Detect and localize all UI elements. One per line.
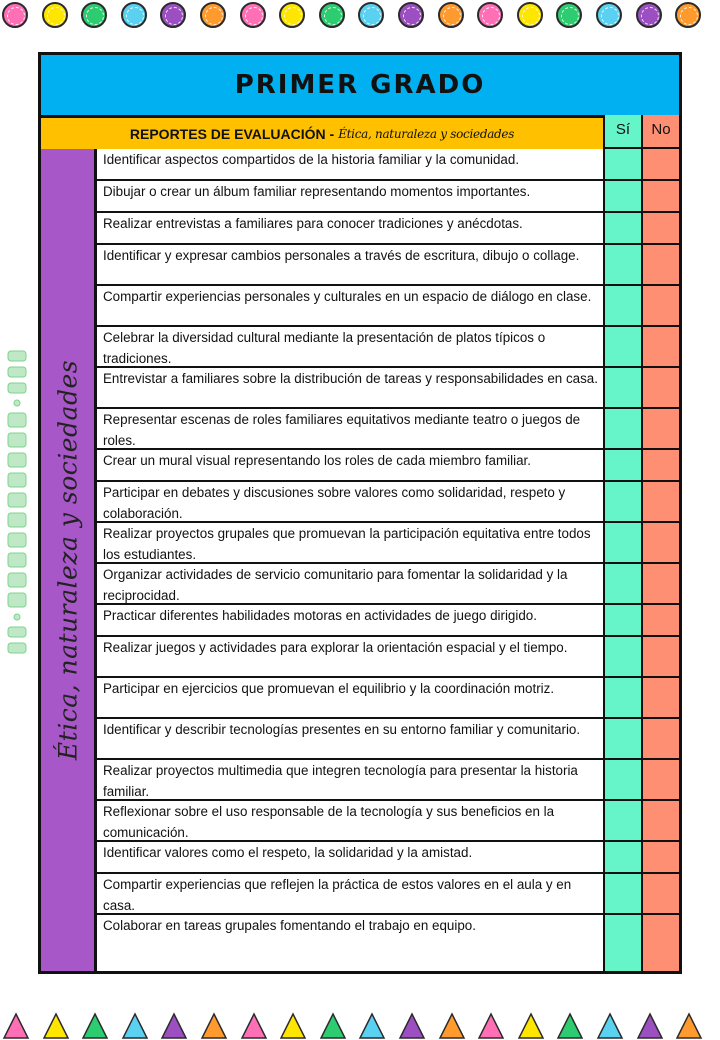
decor-dot [517, 2, 543, 28]
checkbox-si[interactable] [603, 564, 641, 603]
decor-dot [358, 2, 384, 28]
checkbox-si[interactable] [603, 482, 641, 521]
table-row [97, 564, 679, 605]
decor-triangle [279, 1012, 307, 1040]
checkbox-si[interactable] [603, 409, 641, 448]
checkbox-si[interactable] [603, 149, 641, 179]
checkbox-no[interactable] [641, 605, 679, 635]
checkbox-si[interactable] [603, 760, 641, 799]
decor-triangle [477, 1012, 505, 1040]
subject-side-panel [41, 149, 97, 971]
table-row [97, 213, 679, 245]
table-row [97, 450, 679, 482]
decor-triangle [240, 1012, 268, 1040]
bottom-triangle-border [0, 1000, 720, 1040]
website-watermark-logo [2, 345, 32, 665]
checkbox-no[interactable] [641, 915, 679, 971]
checkbox-no[interactable] [641, 482, 679, 521]
criterion-text: Identificar y describir tecnologías presentes en su entorno familiar y comunitario. [97, 719, 603, 758]
decor-triangle [596, 1012, 624, 1040]
checkbox-si[interactable] [603, 523, 641, 562]
checkbox-si[interactable] [603, 368, 641, 407]
decor-triangle [358, 1012, 386, 1040]
table-row [97, 286, 679, 327]
criterion-text: Realizar juegos y actividades para explorar la orientación espacial y el tiempo. [97, 637, 603, 676]
table-row [97, 523, 679, 564]
subject-side-label: Ética, naturaleza y sociedades [53, 359, 82, 761]
top-dot-border [0, 0, 720, 40]
page-title: PRIMER GRADO [41, 55, 679, 118]
decor-triangle [398, 1012, 426, 1040]
column-header-no: No [641, 115, 679, 149]
decor-triangle [438, 1012, 466, 1040]
criterion-text: Entrevistar a familiares sobre la distribución de tareas y responsabilidades en casa. [97, 368, 603, 407]
checkbox-si[interactable] [603, 915, 641, 971]
checkbox-si[interactable] [603, 874, 641, 913]
criterion-text: Realizar proyectos multimedia que integren tecnología para presentar la historia familiar. [97, 760, 603, 799]
checkbox-si[interactable] [603, 605, 641, 635]
checkbox-si[interactable] [603, 450, 641, 480]
decor-triangle [636, 1012, 664, 1040]
evaluation-sheet [38, 52, 682, 974]
criterion-text: Identificar y expresar cambios personales a través de escritura, dibujo o collage. [97, 245, 603, 284]
checkbox-no[interactable] [641, 874, 679, 913]
table-row [97, 245, 679, 286]
table-row [97, 678, 679, 719]
table-row [97, 801, 679, 842]
decor-dot [438, 2, 464, 28]
criterion-text: Crear un mural visual representando los roles de cada miembro familiar. [97, 450, 603, 480]
decor-dot [319, 2, 345, 28]
criterion-text: Colaborar en tareas grupales fomentando el trabajo en equipo. [97, 915, 603, 971]
checkbox-no[interactable] [641, 760, 679, 799]
checkbox-si[interactable] [603, 286, 641, 325]
checkbox-no[interactable] [641, 213, 679, 243]
checkbox-no[interactable] [641, 450, 679, 480]
checkbox-no[interactable] [641, 368, 679, 407]
checkbox-no[interactable] [641, 409, 679, 448]
criterion-text: Dibujar o crear un álbum familiar representando momentos importantes. [97, 181, 603, 211]
decor-triangle [319, 1012, 347, 1040]
decor-dot [596, 2, 622, 28]
table-row [97, 409, 679, 450]
criterion-text: Reflexionar sobre el uso responsable de la tecnología y sus beneficios en la comunicación. [97, 801, 603, 840]
table-row [97, 637, 679, 678]
decor-triangle [556, 1012, 584, 1040]
checkbox-si[interactable] [603, 213, 641, 243]
column-header-si: Sí [603, 115, 641, 149]
criteria-table [97, 149, 679, 971]
criterion-text: Organizar actividades de servicio comunitario para fomentar la solidaridad y la reciprocidad. [97, 564, 603, 603]
checkbox-si[interactable] [603, 801, 641, 840]
table-row [97, 327, 679, 368]
decor-dot [42, 2, 68, 28]
criterion-text: Identificar valores como el respeto, la solidaridad y la amistad. [97, 842, 603, 872]
criterion-text: Realizar entrevistas a familiares para conocer tradiciones y anécdotas. [97, 213, 603, 243]
criterion-text: Representar escenas de roles familiares equitativos mediante teatro o juegos de roles. [97, 409, 603, 448]
subheader-subject: Ética, naturaleza y sociedades [338, 126, 515, 141]
checkbox-si[interactable] [603, 719, 641, 758]
decor-dot [81, 2, 107, 28]
checkbox-no[interactable] [641, 149, 679, 179]
checkbox-si[interactable] [603, 181, 641, 211]
decor-dot [2, 2, 28, 28]
decor-triangle [81, 1012, 109, 1040]
decor-triangle [121, 1012, 149, 1040]
table-row [97, 149, 679, 181]
report-subheader [41, 118, 603, 151]
checkbox-no[interactable] [641, 801, 679, 840]
decor-dot [675, 2, 701, 28]
decor-dot [160, 2, 186, 28]
criterion-text: Practicar diferentes habilidades motoras en actividades de juego dirigido. [97, 605, 603, 635]
table-row [97, 181, 679, 213]
checkbox-no[interactable] [641, 842, 679, 872]
subheader-label: REPORTES DE EVALUACIÓN - [129, 125, 335, 142]
table-row [97, 605, 679, 637]
decor-triangle [200, 1012, 228, 1040]
criterion-text: Realizar proyectos grupales que promuevan la participación equitativa entre todos los estudiantes. [97, 523, 603, 562]
checkbox-si[interactable] [603, 678, 641, 717]
table-row [97, 874, 679, 915]
decor-triangle [2, 1012, 30, 1040]
decor-triangle [517, 1012, 545, 1040]
checkbox-no[interactable] [641, 564, 679, 603]
decor-triangle [675, 1012, 703, 1040]
checkbox-si[interactable] [603, 327, 641, 366]
checkbox-no[interactable] [641, 637, 679, 676]
decor-dot [200, 2, 226, 28]
decor-dot [279, 2, 305, 28]
decor-triangle [42, 1012, 70, 1040]
criterion-text: Participar en debates y discusiones sobre valores como solidaridad, respeto y colaboración. [97, 482, 603, 521]
decor-triangle [160, 1012, 188, 1040]
criterion-text: Compartir experiencias personales y culturales en un espacio de diálogo en clase. [97, 286, 603, 325]
table-row [97, 842, 679, 874]
table-row [97, 915, 679, 971]
decor-dot [556, 2, 582, 28]
checkbox-no[interactable] [641, 523, 679, 562]
criterion-text: Participar en ejercicios que promuevan el equilibrio y la coordinación motriz. [97, 678, 603, 717]
checkbox-si[interactable] [603, 637, 641, 676]
table-row [97, 482, 679, 523]
decor-dot [398, 2, 424, 28]
checkbox-si[interactable] [603, 842, 641, 872]
checkbox-no[interactable] [641, 327, 679, 366]
decor-dot [477, 2, 503, 28]
checkbox-no[interactable] [641, 245, 679, 284]
checkbox-si[interactable] [603, 245, 641, 284]
checkbox-no[interactable] [641, 719, 679, 758]
table-row [97, 719, 679, 760]
criterion-text: Identificar aspectos compartidos de la historia familiar y la comunidad. [97, 149, 603, 179]
checkbox-no[interactable] [641, 678, 679, 717]
checkbox-no[interactable] [641, 286, 679, 325]
table-row [97, 368, 679, 409]
table-row [97, 760, 679, 801]
decor-dot [636, 2, 662, 28]
criterion-text: Compartir experiencias que reflejen la práctica de estos valores en el aula y en casa. [97, 874, 603, 913]
decor-dot [121, 2, 147, 28]
criterion-text: Celebrar la diversidad cultural mediante la presentación de platos típicos o tradiciones. [97, 327, 603, 366]
checkbox-no[interactable] [641, 181, 679, 211]
decor-dot [240, 2, 266, 28]
